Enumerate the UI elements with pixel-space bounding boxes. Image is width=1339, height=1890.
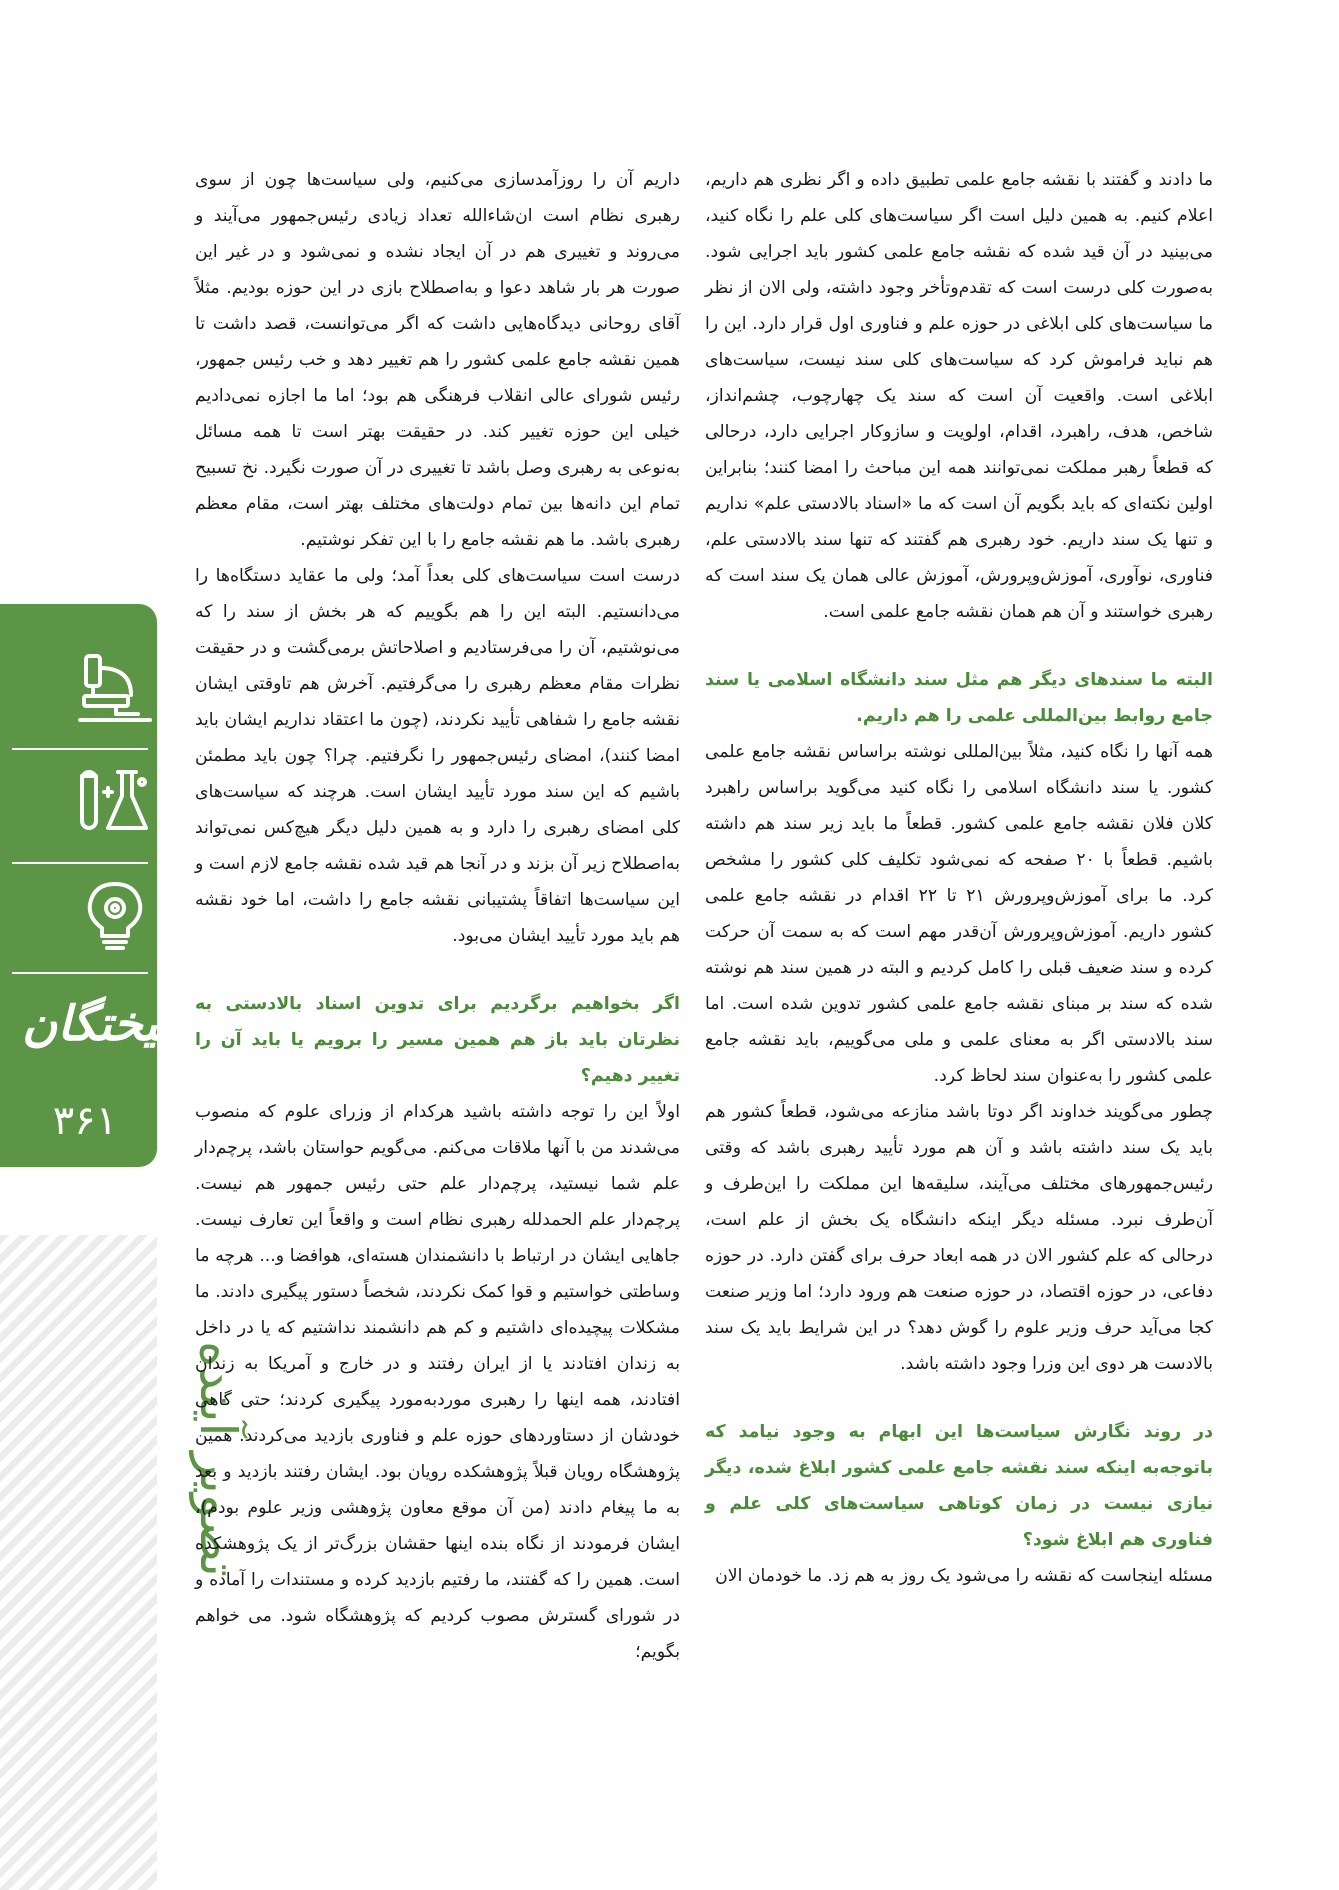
sidebar: [0, 0, 247, 1890]
question-heading: در روند نگارش سیاست‌ها این ابهام به وجود نیامد که باتوجه‌به اینکه سند نقشه جامع علمی کشور ابلاغ شده، دیگر نیازی نیست در زمان کوتاهی سیاست‌های کلی علم و فناوری هم ابلاغ شود؟: [705, 1422, 1213, 1550]
paragraph: ما دادند و گفتند با نقشه جامع علمی تطبیق داده و اگر نظری هم داریم، اعلام کنیم. به همین دلیل است اگر سیاست‌های کلی علم را نگاه کنید، می‌بینید در آن قید شده که نقشه جامع علمی کشور باید اجرایی شود. به‌صورت کلی درست است که تقدم‌وتأخر وجود داشته، ولی الان از نظر ما سیاست‌های کلی ابلاغی در حوزه علم و فناوری اول قرار دارد. این را هم نباید فراموش کرد که سیاست‌های کلی سند نیست، سیاست‌های ابلاغی است. واقعیت آن است که سند یک چهارچوب، چشم‌انداز، شاخص، هدف، راهبرد، اقدام، اولویت و سازوکار اجرایی دارد، درحالی که قطعاً رهبر مملکت نمی‌توانند همه این مباحث را امضا کنند؛ بنابراین اولین نکته‌ای که باید بگویم آن است که ما «اسناد بالادستی علم» نداریم و تنها یک سند داریم. خود رهبری هم گفتند که تنها سند بالادستی علم، فناوری، نوآوری، آموزش‌وپرورش، آموزش عالی همان یک سند است که رهبری خواستند و آن هم همان نقشه جامع علمی است.: [705, 170, 1213, 622]
question-heading: اگر بخواهیم برگردیم برای تدوین اسناد بالادستی به نظرتان باید باز هم همین مسیر را برویم یا باید آن را تغییر دهیم؟: [195, 994, 680, 1086]
left-column: [195, 162, 680, 1670]
paragraph: همه آنها را نگاه کنید، مثلاً بین‌المللی نوشته براساس نقشه جامع علمی کشور. یا سند دانشگاه اسلامی را نگاه کنید می‌گوید براساس راهبرد کلان فلان نقشه جامع علمی کشور. قطعاً ما باید زیر سند هم داشته باشیم. قطعاً با ۲۰ صفحه که نمی‌شود تکلیف کلی کشور را مشخص کرد. ما برای آموزش‌وپرورش ۲۱ تا ۲۲ اقدام در نقشه جامع علمی کشور داریم. آموزش‌وپرورش آن‌قدر مهم است که به سمت آن حرکت کرده و سند ضعیف قبلی را کامل کردیم و البته در همین سند هم نوشته شده که سند بر مبنای نقشه جامع علمی کشور تدوین شده است. اما سند بالادستی اگر به معنای علمی و ملی می‌گوییم، باید نقشه جامع علمی کشور را به‌عنوان سند لحاظ کرد.: [705, 742, 1213, 1086]
question-heading: البته ما سندهای دیگر هم مثل سند دانشگاه اسلامی یا سند جامع روابط بین‌المللی علمی را هم داریم.: [705, 670, 1213, 726]
divider: [12, 748, 148, 750]
hatched-pattern: [0, 1235, 157, 1890]
section-title: تصویر آینده: [188, 1341, 247, 1577]
lab-flasks-icon: [76, 762, 154, 840]
brand-logo: فرهیختگان: [22, 996, 234, 1052]
gear-lightbulb-icon: [76, 876, 154, 954]
paragraph: داریم آن را روزآمدسازی می‌کنیم، ولی سیاست‌ها چون از سوی رهبری نظام است ان‌شاءالله تعداد زیادی رئیس‌جمهور می‌آیند و می‌روند و تغییری هم در آن ایجاد نشده و نمی‌شود و در غیر این صورت هر بار شاهد دعوا و به‌اصطلاح بازی در این حوزه بودیم. مثلاً آقای روحانی دیدگاه‌هایی داشت که اگر می‌توانست، قصد داشت تا همین نقشه جامع علمی کشور را هم تغییر دهد و خب رئیس جمهور، رئیس شورای عالی انقلاب فرهنگی هم بود؛ اما ما اجازه نمی‌دادیم خیلی این حوزه تغییر کند. در حقیقت بهتر است تا همه مسائل به‌نوعی به رهبری وصل باشد تا تغییری در آن صورت نگیرد. نخ تسبیح تمام این دانه‌ها بین تمام دولت‌های مختلف بهتر است، مقام معظم رهبری باشد. ما هم نقشه جامع را با این تفکر نوشتیم.: [195, 170, 680, 550]
paragraph: درست است سیاست‌های کلی بعداً آمد؛ ولی ما عقاید دستگاه‌ها را می‌دانستیم. البته این را هم بگوییم که هر بخش از سند را که می‌نوشتیم، آن را می‌فرستادیم و اصلاحاتش برمی‌گشت و در حقیقت نظرات مقام معظم رهبری را می‌گرفتیم. آخرش هم تاوقتی ایشان نقشه جامع را شفاهی تأیید نکردند، (چون ما اعتقاد نداریم ایشان باید امضا کنند)، امضای رئیس‌جمهور را نگرفتیم. چرا؟ چون باید مطمئن باشیم که این سند مورد تأیید ایشان است. هرچند که سیاست‌های کلی امضای رهبری را دارد و به همین دلیل دیگر هیچ‌کس نمی‌تواند به‌اصطلاح زیر آن بزند و در آنجا هم قید شده نقشه جامع لازم است و این سیاست‌ها اتفاقاً پشتیبانی نقشه جامع را داشت، اما خود نقشه هم باید مورد تأیید ایشان می‌بود.: [195, 566, 680, 946]
right-column: [705, 162, 1213, 1594]
divider: [12, 862, 148, 864]
page-number: ۳۶۱: [52, 1098, 118, 1144]
divider: [12, 972, 148, 974]
paragraph: اولاً این را توجه داشته باشید هرکدام از وزرای علوم که منصوب می‌شدند من با آنها ملاقات می‌کنم. می‌گویم حواستان باشد، پرچم‌دار علم شما نیستید، پرچم‌دار علم حتی رئیس جمهور هم نیست. پرچم‌دار علم الحمدلله رهبری نظام است و واقعاً این تعارف نیست. جاهایی ایشان در ارتباط با دانشمندان هسته‌ای، هوافضا و... هرچه ما وساطتی خواستیم و قوا کمک نکردند، شخصاً دستور پیگیری دادند. ما مشکلات پیچیده‌ای داشتیم و کم هم دانشمند نداشتیم که یا در داخل به زندان افتادند یا از ایران رفتند و در خارج و آمریکا به زندان افتادند، همه اینها را رهبری موردبه‌مورد پیگیری کردند؛ حتی گاهی خودشان از دستاوردهای حوزه علم و فناوری بازدید می‌کردند. همین پژوهشگاه رویان قبلاً پژوهشکده رویان بود. ایشان رفتند بازدید و بعد به ما پیغام دادند (من آن موقع معاون پژوهشی وزیر علوم بودم)، ایشان فرمودند از نگاه بنده اینها حقشان بزرگ‌تر از یک پژوهشکده است. همین را که گفتند، ما رفتیم بازدید کرده و مستندات را آماده و در شورای گسترش مصوب کردیم که پژوهشگاه شود. می خواهم بگویم؛: [195, 1102, 680, 1662]
microscope-icon: [76, 650, 154, 728]
paragraph: مسئله اینجاست که نقشه را می‌شود یک روز به هم زد. ما خودمان الان: [715, 1566, 1213, 1586]
paragraph: چطور می‌گویند خداوند اگر دوتا باشد منازعه می‌شود، قطعاً کشور هم باید یک سند داشته باشد و آن هم مورد تأیید رهبری باشد که وقتی رئیس‌جمهورهای مختلف می‌آیند، سلیقه‌ها این مملکت را این‌طرف و آن‌طرف نبرد. مسئله دیگر اینکه دانشگاه یک بخش از علم است، درحالی که علم کشور الان در همه ابعاد حرف برای گفتن دارد. در حوزه دفاعی، در حوزه اقتصاد، در حوزه صنعت هم ورود دارد؛ اما وزیر صنعت کجا می‌آید حرف وزیر علوم را گوش دهد؟ در این شرایط باید یک سند بالادست هر دوی این وزرا وجود داشته باشد.: [705, 1102, 1213, 1374]
